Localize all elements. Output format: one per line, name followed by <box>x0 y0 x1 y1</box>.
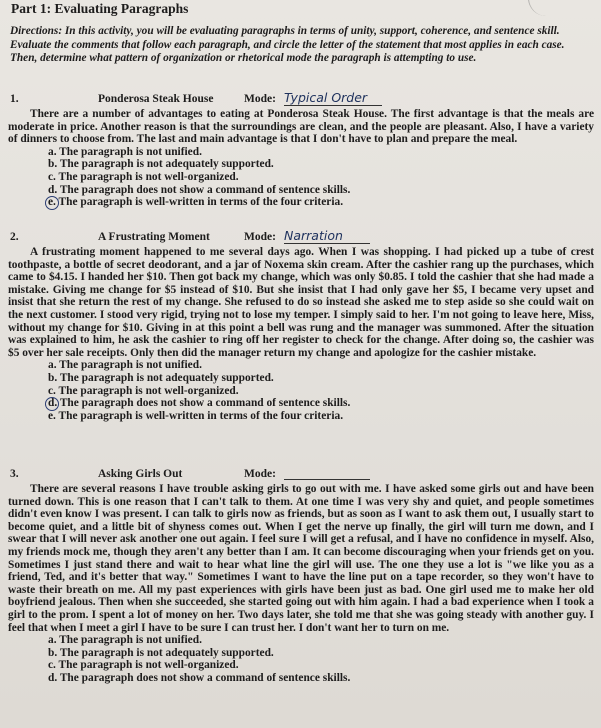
section-2-header <box>8 228 594 246</box>
section-title: Asking Girls Out <box>98 468 183 480</box>
mode-answer-blank[interactable] <box>284 479 370 480</box>
choice-d[interactable]: d. The paragraph does not show a command of sentence skills. <box>48 183 351 196</box>
pen-scribble <box>528 0 569 16</box>
choice-d[interactable]: d. The paragraph does not show a command of sentence skills. <box>48 671 351 684</box>
choice-c[interactable]: c. The paragraph is not well-organized. <box>48 384 239 397</box>
answer-choices <box>8 146 594 209</box>
directions-text: Directions: In this activity, you will be evaluating paragraphs in terms of unity, support, coherence, and sentence skill. Evaluate the comments that follow each paragraph, and circle the letter of the statement that most applies in each case. Then, determine what pattern of organization or rhetorical mode the paragraph is attempting to use. <box>10 25 565 65</box>
section-title: A Frustrating Moment <box>98 231 210 243</box>
mode-label: Mode: <box>244 468 276 480</box>
choice-a[interactable]: a. The paragraph is not unified. <box>48 145 202 158</box>
answer-choices <box>8 359 594 422</box>
section-1 <box>8 90 594 209</box>
paragraph-text: There are a number of advantages to eating at Ponderosa Steak House. The first advantage is that the meals are moderate in price. Another reason is that the surroundings are clean, and the people are pleasant. Also, I have a variety of dinners to choose from. The last and main advantage is that I don't have to plan and prepare the meal. <box>8 108 594 146</box>
choice-c[interactable]: c. The paragraph is not well-organized. <box>48 170 239 183</box>
choice-e-circled[interactable]: e. The paragraph is well-written in terms of the four criteria. <box>48 196 594 209</box>
section-number: 1. <box>10 93 19 105</box>
section-1-header <box>8 90 594 108</box>
choice-d-circled[interactable]: d. The paragraph does not show a command of sentence skills. <box>48 397 594 410</box>
section-number: 3. <box>10 468 19 480</box>
section-number: 2. <box>10 231 19 243</box>
answer-choices <box>8 634 594 684</box>
part-title: Part 1: Evaluating Paragraphs <box>11 1 189 16</box>
choice-b[interactable]: b. The paragraph is not adequately supported. <box>48 371 274 384</box>
section-title: Ponderosa Steak House <box>98 93 214 105</box>
section-2 <box>8 228 594 422</box>
mode-answer-handwritten: Typical Order <box>284 90 382 106</box>
section-3-header <box>8 468 594 483</box>
paragraph-text: A frustrating moment happened to me several days ago. When I was shopping. I had picked up a tube of crest toothpaste, a bottle of secret deodorant, and a jar of Noxema skin cream. After the cashier rang up the purchases, which came to $4.15. I handed her $10. Then got back my change, which was only $0.85. I told the cashier that she had made a mistake. Giving me change for $5 instead of $10. But she insist that I had only gave her $5, I became very upset and insist that she return the rest of my change. She refused to do so instead she asked me to step aside so she could wait on the next customer. I stood very rigid, trying not to lose my temper. I simply said to her. I'm not going to leave here, Miss, without my change for $10. Giving in at this point a bell was rung and the manager was summoned. After the situation was explained to him, he ask the cashier to ring off her register to check for the change. After doing so, the cashier was $5 over her sale receipts. Only then did the manager return my change and apologize for the cashier mistake. <box>8 246 594 359</box>
choice-b[interactable]: b. The paragraph is not adequately supported. <box>48 158 274 171</box>
mode-label: Mode: <box>244 231 276 243</box>
choice-c[interactable]: c. The paragraph is not well-organized. <box>48 659 239 672</box>
paragraph-text: There are several reasons I have trouble asking girls to go out with me. I have asked some girls out and have been turned down. This is one reason that I can't talk to them. At one time I was very shy and quiet, and people sometimes didn't even know I was present. I can talk to girls now as friends, but as soon as I want to ask them out, I usually start to become quiet, and a little bit of shyness comes out. When I get the nerve up finally, the girl will turn me down, and I swear that I will never ask another one out again. I feel sure I will get a refusal, and I have no confidence in myself. Also, my friends mock me, though they aren't any better than I am. It can become discouraging when your friends get on you. Sometimes I just stand there and wait to hear what line the girl will use. The one they use a lot is "we like you as a friend, Ted, and it's better that way." Sometimes I want to have the line put on a tape recorder, so they won't have to waste their breath on me. All my past experiences with girls have been just as bad. One girl used me to make her old boyfriend jealous. Then when she succeeded, she started going out with him again. I had a bad experience when I took a girl to the prom. I spent a lot of money on her. Two days later, she told me that she was going steady with another guy. I feel that when I meet a girl I have to be sure I can trust her. I don't want her to turn on me. <box>8 483 594 634</box>
section-3 <box>8 468 594 685</box>
mode-label: Mode: <box>244 93 276 105</box>
choice-e[interactable]: e. The paragraph is well-written in terms of the four criteria. <box>48 409 344 422</box>
choice-b[interactable]: b. The paragraph is not adequately supported. <box>48 646 274 659</box>
choice-a[interactable]: a. The paragraph is not unified. <box>48 634 202 647</box>
choice-a[interactable]: a. The paragraph is not unified. <box>48 359 202 372</box>
mode-answer-handwritten: Narration <box>284 228 370 244</box>
